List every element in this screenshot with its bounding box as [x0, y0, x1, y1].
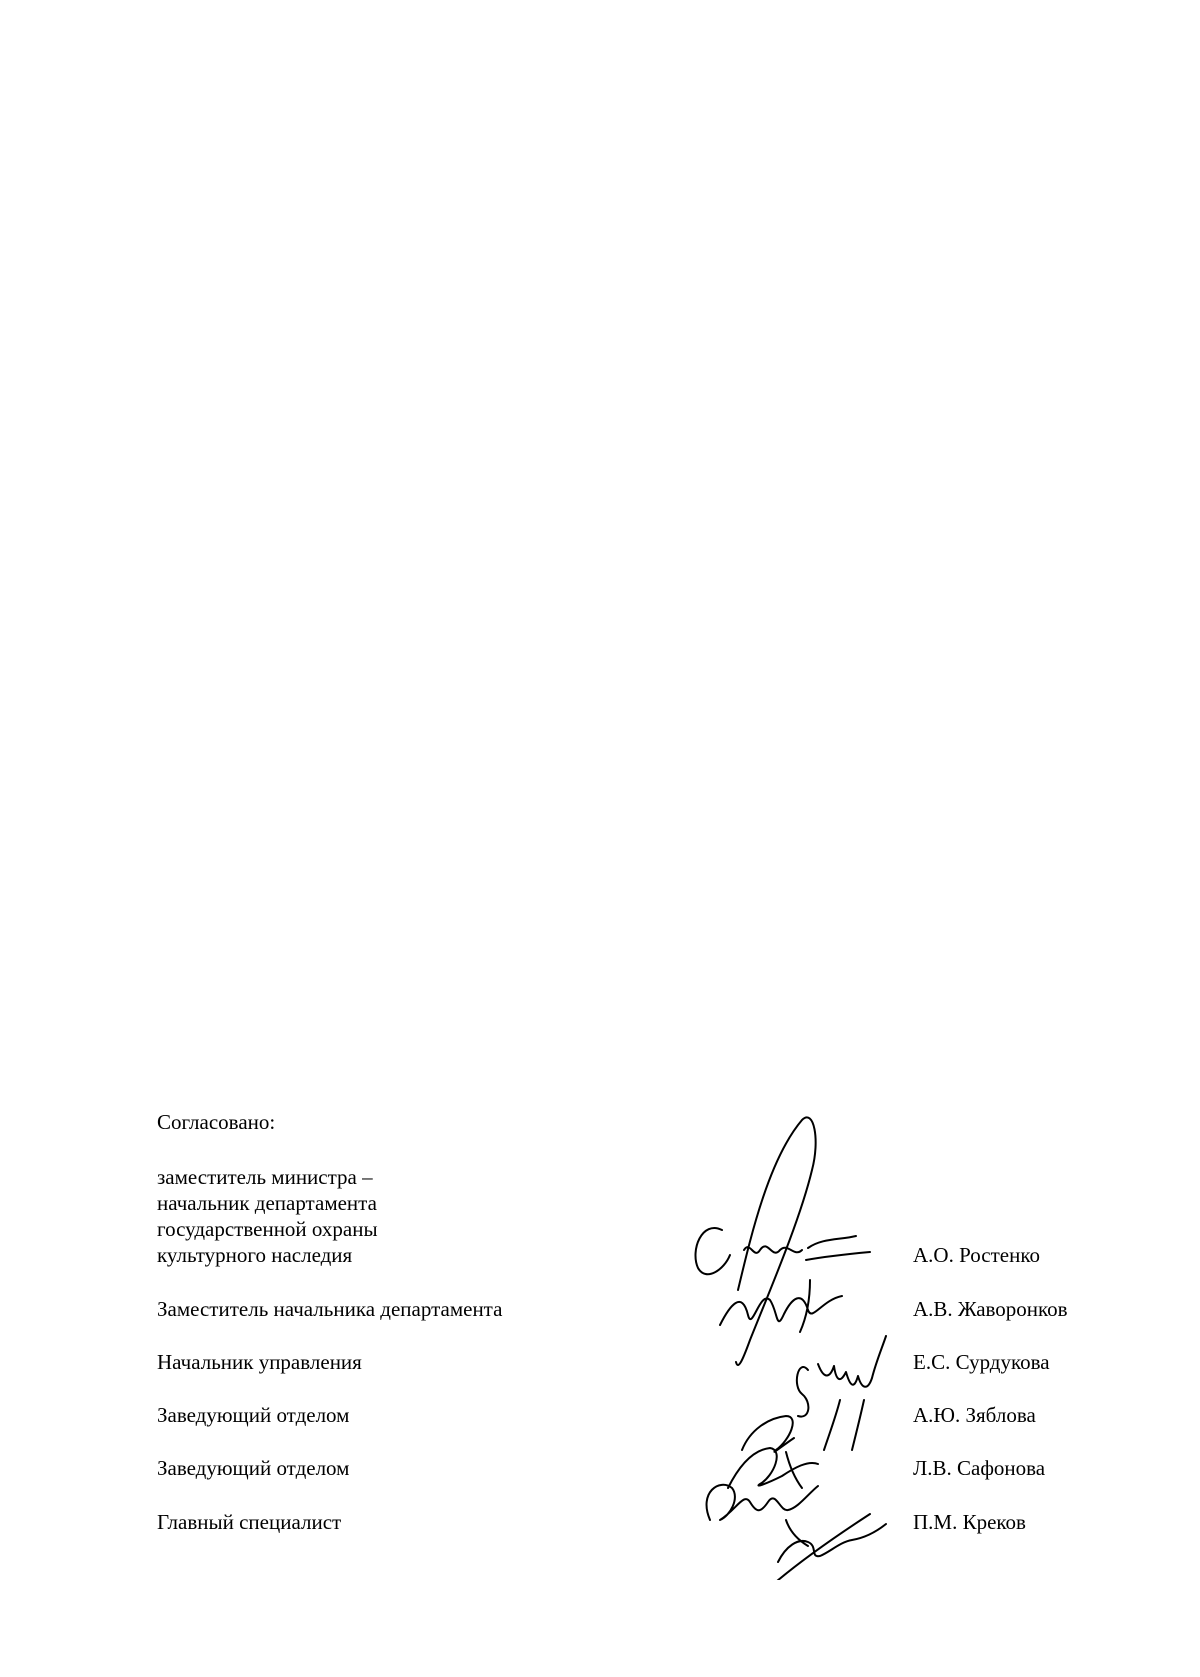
signatory-2-name: А.В. Жаворонков [913, 1297, 1068, 1321]
signatory-1-position-line-1: заместитель министра – [157, 1165, 373, 1189]
signatory-3-position: Начальник управления [157, 1350, 362, 1374]
signatory-5-name: Л.В. Сафонова [913, 1456, 1046, 1480]
signatory-5-position: Заведующий отделом [157, 1456, 350, 1480]
signature-3 [797, 1336, 886, 1450]
approval-heading: Согласовано: [157, 1110, 276, 1134]
signatory-1-position-line-3: государственной охраны [157, 1217, 378, 1241]
signatory-4-name: А.Ю. Зяблова [913, 1403, 1036, 1427]
signature-1 [695, 1117, 870, 1365]
signatory-2-position: Заместитель начальника департамента [157, 1297, 503, 1321]
signatory-3-name: Е.С. Сурдукова [913, 1350, 1050, 1374]
signature-6 [707, 1485, 818, 1546]
signatory-1-position-line-2: начальник департамента [157, 1191, 377, 1215]
signature-7 [760, 1514, 886, 1580]
signature-5 [728, 1448, 818, 1488]
signatory-4-position: Заведующий отделом [157, 1403, 350, 1427]
handwritten-signatures [690, 1100, 920, 1580]
signatory-6-position: Главный специалист [157, 1510, 342, 1534]
signatory-1-name: А.О. Ростенко [913, 1243, 1040, 1267]
signatory-6-name: П.М. Креков [913, 1510, 1026, 1534]
signature-4 [742, 1416, 794, 1452]
signatory-1-position-line-4: культурного наследия [157, 1243, 353, 1267]
